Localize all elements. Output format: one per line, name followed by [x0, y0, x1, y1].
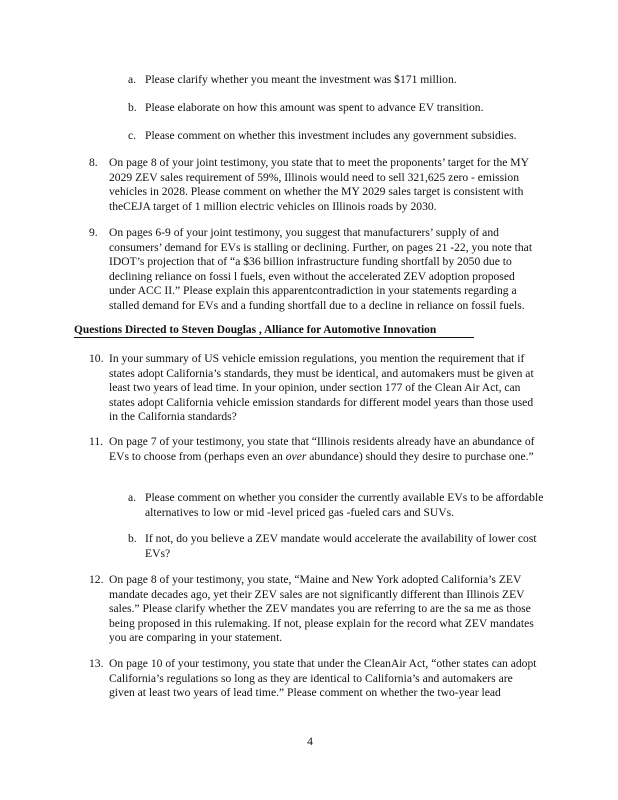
item-text: Please clarify whether you meant the investment was $171 million. [145, 73, 457, 86]
item-text: On page 8 of your testimony, you state, “Maine and New York adopted California’s ZEV mandate decades ago, yet their ZEV sales are not significantly different than Illinois ZEV sales.” Please clarify whether the ZEV mandates you are referring to are the sa me as those being proposed in this rulemaking. If not, please explain for the record what ZEV mandates you are comparing in your statement. [109, 573, 534, 645]
question-13 [89, 657, 541, 701]
question-10 [89, 352, 541, 425]
question-8 [89, 156, 541, 214]
item-text [89, 435, 541, 464]
item-label: c. [128, 129, 137, 142]
item-text-italic: over [285, 449, 307, 463]
item-text: On pages 6-9 of your joint testimony, you suggest that manufacturers’ supply of and consumers’ demand for EVs is stalling or declining. Further, on pages 21 -22, you note that IDOT’s projection that of “a $36 billion infrastructure funding shortfall by 2050 due to declining reliance on fossi l fuels, even without the accelerated ZEV adoption proposed under ACC II.” Please explain this apparentcontradiction in your statements regarding a stalled demand for EVs and a funding shortfall due to a decline in reliance on fossil fuels. [109, 226, 533, 312]
item-text-before: On page 7 of your testimony, you state that “Illinois residents already have an abundance of EVs to choose from (perhaps even an [109, 435, 535, 463]
item-label: 9. [89, 226, 98, 239]
section-heading: Questions Directed to Steven Douglas , Alliance for Automotive Innovation [74, 323, 474, 338]
question-9 [89, 226, 541, 314]
item-label: 8. [89, 156, 98, 169]
item-label: 10. [89, 352, 104, 365]
item-text: On page 10 of your testimony, you state that under the CleanAir Act, “other states can adopt California’s regulations so long as they are identical to California’s and automakers are given at least two years of lead time.” Please comment on whether the two-year lead [109, 657, 537, 700]
item-label: b. [128, 101, 137, 114]
item-text: Please elaborate on how this amount was spent to advance EV transition. [145, 101, 484, 114]
item-label: a. [128, 73, 137, 86]
item-text: Please comment on whether you consider the currently available EVs to be affordable alternatives to low or mid -level priced gas -fueled cars and SUVs. [145, 491, 544, 519]
item-text: In your summary of US vehicle emission regulations, you mention the requirement that if states adopt California’s standards, they must be identical, and automakers must be given at least two years of lead time. In your opinion, under section 177 of the Clean Air Act, can states adopt California vehicle emission standards for different model years than those used in the California standards? [109, 352, 534, 424]
question-12 [89, 573, 541, 646]
item-label: a. [128, 491, 137, 504]
question-11 [89, 435, 541, 464]
item-label: 11. [89, 435, 104, 448]
page-number: 4 [307, 735, 313, 748]
item-label: b. [128, 532, 137, 545]
item-text: Please comment on whether this investment includes any government subsidies. [145, 129, 517, 142]
item-text-after: abundance) should they desire to purchase one.” [306, 449, 534, 463]
item-label: 12. [89, 573, 104, 586]
item-text: If not, do you believe a ZEV mandate would accelerate the availability of lower cost EVs? [145, 532, 537, 560]
item-label: 13. [89, 657, 104, 670]
item-text: On page 8 of your joint testimony, you state that to meet the proponents’ target for the MY 2029 ZEV sales requirement of 59%, Illinois would need to sell 321,625 zero - emission vehicles in 2028. Please comment on whether the MY 2029 sales target is consistent with theCEJA target of 1 million electric vehicles on Illinois roads by 2030. [109, 156, 529, 213]
